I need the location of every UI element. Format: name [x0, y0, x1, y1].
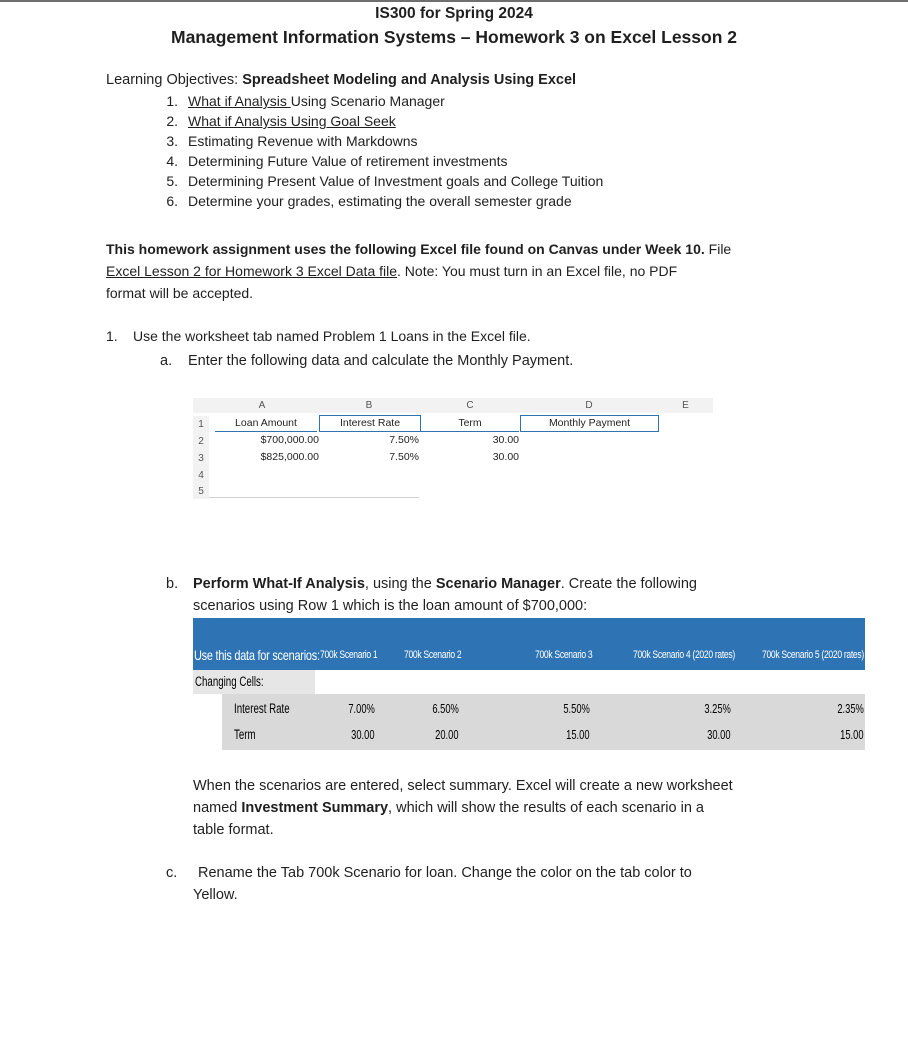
part-b-line-1 — [193, 576, 697, 592]
objective-number: 3. — [166, 133, 178, 149]
sheet-header-cell: Interest Rate — [319, 415, 421, 432]
objective-number: 5. — [166, 173, 178, 189]
column-header: D — [585, 400, 593, 411]
excel-file-link[interactable]: Excel Lesson 2 for Homework 3 Excel Data file — [106, 263, 398, 279]
objective-number: 1. — [166, 93, 178, 109]
sheet-corner — [193, 398, 209, 413]
column-header: C — [466, 400, 474, 411]
part-b-end: . Create the following — [560, 576, 697, 592]
investment-summary-term: Investment Summary — [241, 800, 389, 816]
objectives-topic: Spreadsheet Modeling and Analysis Using Excel — [242, 72, 577, 88]
part-c-line-1: Rename the Tab 700k Scenario for loan. Change the color on the tab color to — [198, 865, 692, 881]
top-rule — [0, 0, 908, 2]
interest-value: 7.00% — [348, 701, 375, 716]
scenario-header: 700k Scenario 1 — [320, 649, 378, 661]
interest-value: 3.25% — [704, 701, 731, 716]
sheet-cell: 7.50% — [389, 434, 419, 446]
objective-item: Determining Future Value of retirement investments — [188, 153, 508, 169]
after-table-line-3: table format. — [193, 822, 274, 838]
part-b-label: b. — [166, 576, 179, 592]
column-header: E — [682, 400, 689, 411]
row-label-interest: Interest Rate — [234, 701, 290, 716]
objectives-label: Learning Objectives: — [106, 72, 243, 88]
sheet-cell: 30.00 — [492, 451, 519, 463]
sheet-header-cell: Loan Amount — [215, 416, 317, 432]
scenario-header: 700k Scenario 3 — [535, 649, 593, 661]
problem-1-text: Use the worksheet tab named Problem 1 Loans in the Excel file. — [133, 328, 531, 344]
objective-item — [188, 93, 445, 109]
objective-text: Using Scenario Manager — [290, 93, 445, 109]
problem-1-number: 1. — [106, 328, 118, 344]
excel-sheet-image — [193, 398, 713, 498]
term-value: 30.00 — [351, 727, 375, 742]
objective-number: 6. — [166, 193, 178, 209]
column-header: B — [365, 400, 373, 411]
row-label-term: Term — [234, 727, 256, 742]
intro-line-1 — [106, 241, 731, 257]
objective-item: Determining Present Value of Investment goals and College Tuition — [188, 173, 604, 189]
intro-line-2 — [106, 263, 677, 279]
objective-underlined: What if Analysis — [188, 93, 291, 109]
after-table-line-2 — [193, 800, 704, 816]
intro-note: . Note: You must turn in an Excel file, no PDF — [397, 263, 678, 279]
objective-number: 4. — [166, 153, 178, 169]
page-title: Management Information Systems – Homework 3 on Excel Lesson 2 — [171, 27, 737, 47]
interest-value: 5.50% — [563, 701, 590, 716]
scenario-header: 700k Scenario 2 — [404, 649, 462, 661]
use-data-label: Use this data for scenarios: — [194, 647, 320, 663]
row-header: 1 — [193, 416, 209, 433]
intro-line-3: format will be accepted. — [106, 285, 254, 301]
objective-number: 2. — [166, 113, 178, 129]
after-table-pre: named — [193, 800, 242, 816]
intro-after-bold: File — [704, 241, 732, 257]
row-header: 3 — [193, 450, 209, 467]
part-b-bold-2: Scenario Manager — [435, 576, 561, 592]
part-c-label: c. — [166, 865, 178, 881]
sheet-header-cell: Monthly Payment — [520, 415, 659, 432]
row-header: 5 — [193, 484, 209, 499]
term-value: 30.00 — [707, 727, 731, 742]
sheet-cell: $700,000.00 — [260, 434, 319, 446]
objective-underlined: What if Analysis Using Goal Seek — [188, 113, 396, 129]
objective-item: Estimating Revenue with Markdowns — [188, 133, 418, 149]
part-b-bold-1: Perform What-If Analysis — [193, 576, 365, 592]
scenario-header: 700k Scenario 4 (2020 rates) — [633, 649, 735, 661]
sheet-cell: 30.00 — [492, 434, 519, 446]
row-header: 4 — [193, 467, 209, 484]
after-table-line-1: When the scenarios are entered, select summary. Excel will create a new worksheet — [193, 778, 733, 794]
interest-value: 2.35% — [837, 701, 864, 716]
term-value: 15.00 — [566, 727, 590, 742]
part-a-text: Enter the following data and calculate the Monthly Payment. — [188, 353, 574, 369]
part-b-line-2: scenarios using Row 1 which is the loan amount of $700,000: — [193, 598, 588, 614]
part-c-line-2: Yellow. — [193, 887, 238, 903]
interest-value: 6.50% — [432, 701, 459, 716]
objective-item — [188, 113, 396, 129]
sheet-header-cell: Term — [421, 416, 519, 432]
scenario-table-body-bg — [222, 694, 865, 750]
intro-bold: This homework assignment uses the following Excel file found on Canvas under Week 10. — [106, 241, 705, 257]
term-value: 15.00 — [840, 727, 864, 742]
sheet-cell: $825,000.00 — [260, 451, 319, 463]
row-header: 2 — [193, 433, 209, 450]
scenario-header: 700k Scenario 5 (2020 rates) — [762, 649, 864, 661]
term-value: 20.00 — [435, 727, 459, 742]
sheet-cell: 7.50% — [389, 451, 419, 463]
objective-item: Determine your grades, estimating the overall semester grade — [188, 193, 572, 209]
changing-cells-label: Changing Cells: — [195, 674, 264, 689]
course-title: IS300 for Spring 2024 — [375, 5, 533, 22]
part-a-label: a. — [160, 353, 173, 369]
objectives-heading — [106, 72, 576, 88]
after-table-post: , which will show the results of each scenario in a — [388, 800, 704, 816]
sheet-gridline — [209, 497, 419, 498]
column-header: A — [258, 400, 266, 411]
part-b-mid: , using the — [364, 576, 436, 592]
